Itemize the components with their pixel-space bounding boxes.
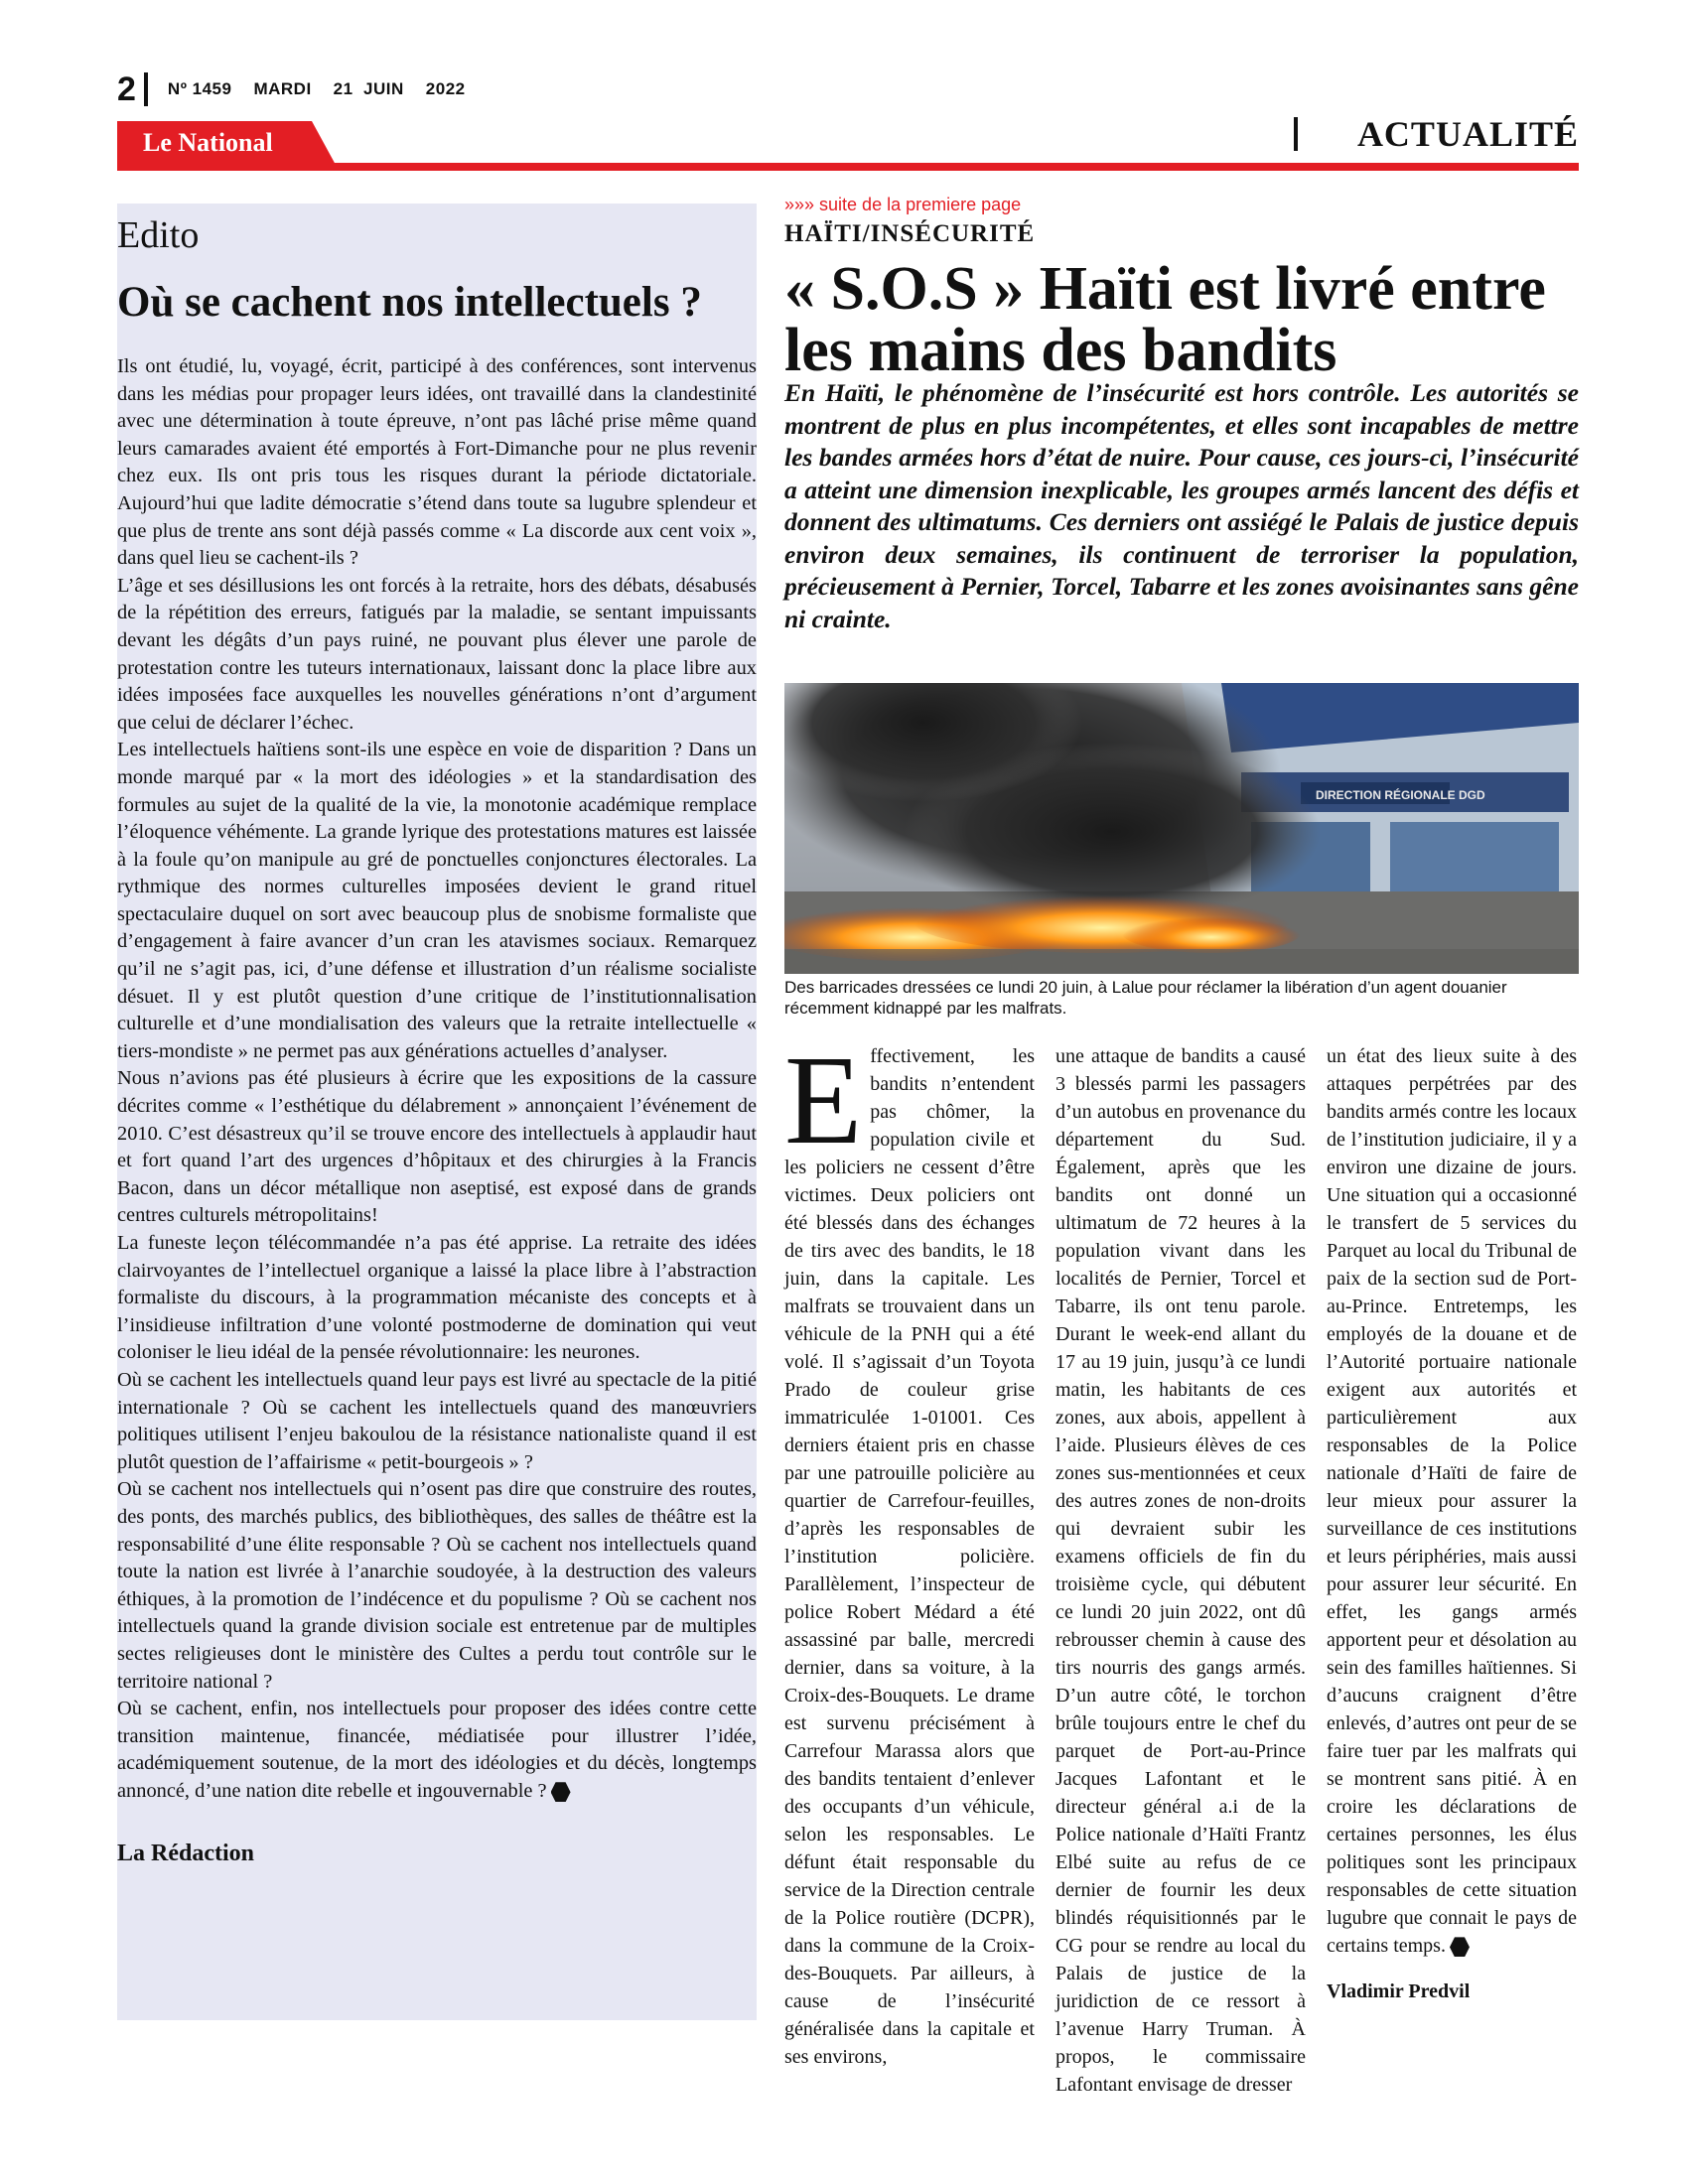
edito-paragraph: Où se cachent les intellectuels quand leur pays est livré au spectacle de la pitié internationale ? Où se cachent les intellectuels quand des manœuvriers politiques utilisent l’enjeu bakoulou de la résistance nationaliste quand il est plutôt question de l’affairisme « petit-bourgeois » ?: [117, 1368, 757, 1473]
edito-paragraph: Nous n’avions pas été plusieurs à écrire que les expositions de la cassure décrites comme « l’esthétique du délabrement » annonçaient l’événement de 2010. C’est désastreux qu’il se trouve encore des intellectuels à applaudir haut et fort quand l’art des urgences d’hôpitaux et des chirurgies à la Francis Bacon, dans un décor métallique non aseptisé, est exposé dans de grands centres culturels métropolitains!: [117, 1067, 757, 1227]
continued-note: »»» suite de la premiere page: [784, 195, 1022, 214]
barricade-fire-image: [784, 683, 1579, 974]
edito-paragraph: Ils ont étudié, lu, voyagé, écrit, participé à des conférences, sont intervenus dans les médias pour propager leurs idées, ont travaillé dans la clandestinité avec une détermination à toute épreuve, n’ont pas lâché prise même quand leurs camarades avaient été emportés à Fort-Dimanche pour ne plus revenir chez eux. Ils ont pris tous les risques durant la période dictatoriale. Aujourd’hui que ladite démocratie s’étend dans toute sa lugubre splendeur et que plus de trente ans sont déjà passés comme « La discorde aux cent voix », dans quel lieu se cachent-ils ?: [117, 355, 757, 570]
section-title: ACTUALITÉ: [1356, 114, 1579, 154]
article-column-1: [784, 1029, 1035, 2071]
divider: [144, 72, 148, 106]
brand-tab: [117, 121, 336, 165]
header-rule: [117, 163, 1579, 171]
edito-paragraph: Où se cachent, enfin, nos intellectuels pour proposer des idées contre cette transition maintenue, financée, médiatisée pour illustrer l’idée, académiquement soutenue, de la mort des idéologies et du décès, longtemps annoncé, d’une nation dite rebelle et ingouvernable ?: [117, 1698, 757, 1802]
divider: [1294, 117, 1298, 151]
issue-number: Nº 1459: [167, 79, 232, 98]
article-column-3: [1327, 1042, 1577, 2005]
article-headline: « S.O.S » Haïti est livré entre les mains des bandits: [784, 255, 1546, 384]
edito-title: Où se cachent nos intellectuels ?: [117, 279, 702, 326]
end-mark-icon: [551, 1782, 571, 1802]
article-author: Vladimir Predvil: [1327, 1980, 1471, 2002]
issue-day: MARDI: [253, 79, 312, 98]
page-header: [117, 71, 466, 107]
brand-name: Le National: [143, 128, 273, 157]
section-label: [1294, 113, 1579, 155]
photo-sign: DIRECTION RÉGIONALE DGD: [1316, 788, 1485, 802]
article-lead: En Haïti, le phénomène de l’insécurité est hors contrôle. Les autorités se montrent de plus en plus incompétentes, et elles sont incapables de mettre les bandes armées hors d’état de nuire. Pour cause, ces jours-ci, l’insécurité a atteint une dimension inexplicable, les groupes armés lancent des défis et donnent des ultimatums. Ces derniers ont assiégé le Palais de justice depuis environ deux semaines, ils continuent de terroriser la population, précieusement à Pernier, Torcel, Tabarre et les zones avoisinantes sans gêne ni crainte.: [784, 378, 1579, 633]
photo-caption: Des barricades dressées ce lundi 20 juin, à Lalue pour réclamer la libération d’un agent douanier récemment kidnappé par les malfrats.: [784, 978, 1507, 1018]
end-mark-icon: [1450, 1937, 1470, 1957]
edito-body: [117, 353, 757, 1869]
page-number: 2: [117, 69, 136, 108]
column-text: ffectivement, les bandits n’entendent pas chômer, la population civile et les policiers ne cessent d’être victimes. Deux policiers ont été blessés dans des échanges de tirs avec des bandits, le 18 juin, dans la capitale. Les malfrats se trouvaient dans un véhicule de la PNH qui a été volé. Il s’agissait d’un Toyota Prado de couleur grise immatriculée 1-01001. Ces derniers étaient pris en chasse par une patrouille policière au quartier de Carrefour-feuilles, d’après les responsables de l’institution policière. Parallèlement, l’inspecteur de police Robert Médard a été assassiné par balle, mercredi dernier, dans sa voiture, à la Croix-des-Bouquets. Le drame est survenu précisément à Carrefour Marassa alors que des bandits tentaient d’enlever des occupants d’un véhicule, selon les responsables. Le défunt était responsable du service de la Direction centrale de la Police routière (DCPR), dans la commune de la Croix-des-Bouquets. Par ailleurs, à cause de l’insécurité généralisée dans la capitale et ses environs,: [784, 1045, 1035, 2068]
drop-cap: E: [784, 1029, 863, 1170]
edito-paragraph: Où se cachent nos intellectuels qui n’osent pas dire que construire des routes, des ponts, des marchés publics, des bibliothèques, des salles de théâtre est la responsabilité d’une élite responsable ? Où se cachent nos intellectuels quand toute la nation est livrée à l’anarchie soudoyée, à la destruction des valeurs éthiques, à la promotion de l’indécence et du populisme ? Où se cachent nos intellectuels quand la grande division sociale est entretenue par de multiples sectes religieuses dont le ministère des Cultes a perdu tout contrôle sur le territoire national ?: [117, 1478, 757, 1693]
column-text: un état des lieux suite à des attaques perpétrées par des bandits armés contre les locaux de l’institution judiciaire, il y a environ une dizaine de jours. Une situation qui a occasionné le transfert de 5 services du Parquet au local du Tribunal de paix de la section sud de Port-au-Prince. Entretemps, les employés de la douane et de l’Autorité portuaire nationale exigent aux autorités et particulièrement aux responsables de la Police nationale d’Haïti de faire de leur mieux pour assurer la surveillance de ces institutions et leurs périphéries, mais aussi pour assurer leur sécurité. En effet, les gangs armés apportent peur et désolation au sein des familles haïtiennes. Si d’aucuns craignent d’être enlevés, d’autres ont peur de se faire tuer par les malfrats qui se montrent sans pitié. À en croire les déclarations de certaines personnes, les élus politiques sont les principaux responsables de cette situation lugubre que connait le pays de certains temps.: [1327, 1045, 1577, 1957]
article-kicker: HAÏTI/INSÉCURITÉ: [784, 220, 1036, 247]
edito-paragraph: La funeste leçon télécommandée n’a pas été apprise. La retraite des idées clairvoyantes de l’intellectuel organique a laissé la place libre à l’abstraction formaliste du discours, à la programmation mécaniste des concepts et à l’insidieuse infiltration d’une volonté postmoderne de domination qui veut coloniser le lieu idéal de la pensée révolutionnaire: les neurones.: [117, 1232, 757, 1364]
article-photo: [784, 683, 1579, 974]
issue-month: JUIN: [363, 79, 404, 98]
edito-paragraph: L’âge et ses désillusions les ont forcés à la retraite, hors des débats, désabusés de la répétition des erreurs, fatigués par la maladie, se sentant impuissants devant les dégâts d’un pays ruiné, ne pouvant plus élever une parole de protestation contre les tuteurs internationaux, laissant donc la place libre aux idées imposées face auxquelles les nouvelles générations n’ont d’argument que celui de déclarer l’échec.: [117, 574, 757, 734]
edito-label: Edito: [117, 214, 200, 256]
edito-paragraph: Les intellectuels haïtiens sont-ils une espèce en voie de disparition ? Dans un monde marqué par « la mort des idéologies » et la standardisation des formules au sujet de la qualité de la vie, la monotonie académique remplace l’éloquence véhémente. La grande lyrique des protestations matures est laissée à la foule qu’on manipule au gré de ponctuelles conjonctures électorales. La rythmique des normes culturelles imposées devient le grand rituel spectaculaire duquel on sort avec beaucoup plus de snobisme formaliste que d’engagement à faire avancer d’un cran les atavismes sociaux. Remarquez qu’il ne s’agit pas, ici, d’une défense et illustration d’un réalisme socialiste désuet. Il y est plutôt question d’une critique de l’institutionnalisation culturelle et d’une mondialisation des valeurs que la retraite intellectuelle « tiers-mondiste » ne permet pas aux générations actuelles d’analyser.: [117, 739, 757, 1062]
issue-year: 2022: [425, 79, 466, 98]
column-text: une attaque de bandits a causé 3 blessés parmi les passagers d’un autobus en provenance du département du Sud. Également, après que les bandits ont donné un ultimatum de 72 heures à la population vivant dans les localités de Pernier, Torcel et Tabarre, ils ont tenu parole. Durant le week-end allant du 17 au 19 juin, jusqu’à ce lundi matin, les habitants de ces zones, aux abois, appellent à l’aide. Plusieurs élèves de ces zones sus-mentionnées et ceux des autres zones de non-droits qui devraient subir les examens officiels de fin du troisième cycle, qui débutent ce lundi 20 juin 2022, ont dû rebrousser chemin à cause des tirs nourris des gangs armés. D’un autre côté, le torchon brûle toujours entre le chef du parquet de Port-au-Prince Jacques Lafontant et le directeur général a.i de la Police nationale d’Haïti Frantz Elbé suite au refus de ce dernier de fournir les deux blindés réquisitionnés par le CG pour se rendre au local du Palais de justice de la juridiction de ce ressort à l’avenue Harry Truman. À propos, le commissaire Lafontant envisage de dresser: [1055, 1045, 1306, 2096]
article-column-2: [1055, 1042, 1306, 2099]
issue-date: 21: [333, 79, 353, 98]
edito-signature: La Rédaction: [117, 1841, 254, 1867]
issue-meta: [168, 79, 466, 99]
